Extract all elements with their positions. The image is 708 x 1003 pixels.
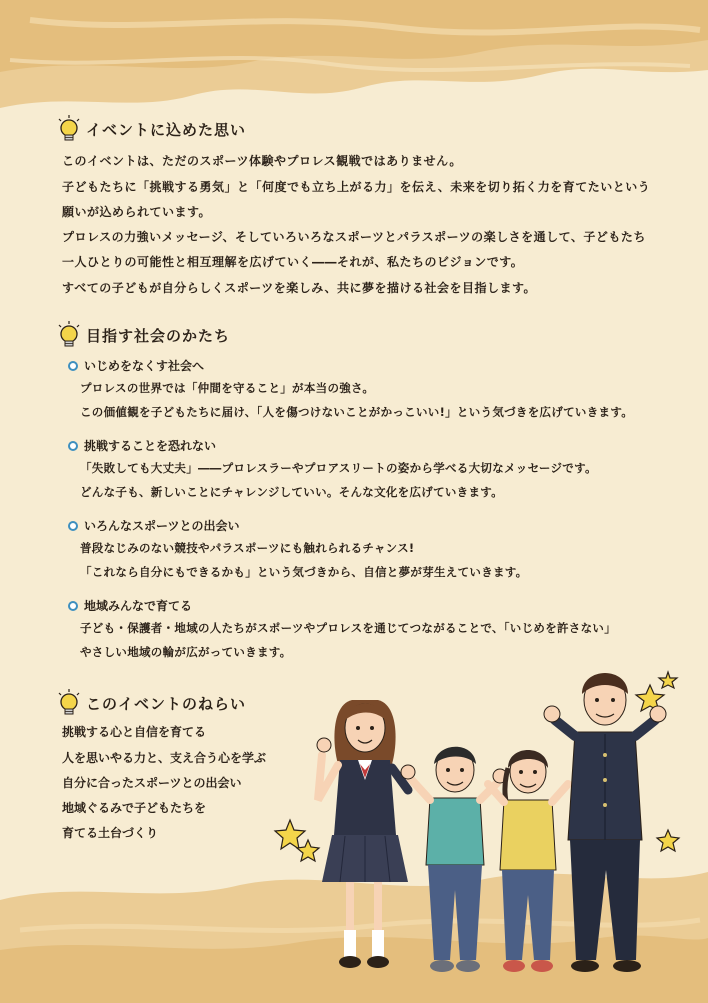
section-heading-intent (56, 114, 246, 144)
society-item-title: 地域みんなで育てる (84, 599, 193, 613)
schoolgirl-figure (317, 700, 408, 968)
schoolboy-figure (544, 673, 666, 972)
star-icon (275, 820, 305, 849)
circle-bullet-icon (68, 361, 78, 371)
star-icon (659, 672, 677, 688)
aim-line: 育てる土台づくり (62, 826, 159, 840)
lightbulb-icon (56, 688, 82, 718)
section-heading-society (56, 320, 230, 350)
intent-line: 子どもたちに「挑戦する勇気」と「何度でも立ち上がる力」を伝え、未来を切り拓く力を育てたいという (62, 180, 651, 194)
circle-bullet-icon (68, 441, 78, 451)
aim-line: 挑戦する心と自信を育てる (62, 725, 207, 739)
star-icon (657, 830, 679, 851)
aim-line: 地域ぐるみで子どもたちを (62, 801, 207, 815)
intent-line: 一人ひとりの可能性と相互理解を広げていく――それが、私たちのビジョンです。 (62, 255, 524, 269)
kids-illustration (270, 660, 690, 1000)
society-item-line: 「これなら自分にもできるかも」という気づきから、自信と夢が芽生えていきます。 (80, 565, 528, 579)
society-item-line: 子ども・保護者・地域の人たちがスポーツやプロレスを通じてつながることで、「いじめを許さない」 (80, 621, 617, 635)
circle-bullet-icon (68, 521, 78, 531)
society-item-heading (68, 437, 216, 454)
star-icon (297, 840, 319, 861)
society-item-line: やさしい地域の輪が広がっていきます。 (80, 645, 292, 659)
society-item-line: どんな子も、新しいことにチャレンジしていい。そんな文化を広げていきます。 (80, 485, 503, 499)
lightbulb-icon (56, 320, 82, 350)
section-heading-aims (56, 688, 246, 718)
society-item-title: 挑戦することを恐れない (84, 439, 217, 453)
intent-line: すべての子どもが自分らしくスポーツを楽しみ、共に夢を描ける社会を目指します。 (62, 281, 537, 295)
society-item-heading (68, 597, 192, 614)
circle-bullet-icon (68, 601, 78, 611)
society-item-line: プロレスの世界では「仲間を守ること」が本当の強さ。 (80, 381, 375, 395)
boy-teal-shirt-figure (401, 747, 507, 972)
society-item-heading (68, 357, 204, 374)
intent-line: プロレスの力強いメッセージ、そしていろいろなスポーツとパラスポーツの楽しさを通して、子どもたち (62, 230, 646, 244)
society-item-line: この価値観を子どもたちに届け、「人を傷つけないことがかっこいい!」という気づきを広げていきます。 (80, 405, 634, 419)
section-title: 目指す社会のかたち (86, 326, 231, 345)
intent-line: 願いが込められています。 (62, 205, 212, 219)
society-item-heading (68, 517, 240, 534)
society-item-title: いろんなスポーツとの出会い (84, 519, 240, 533)
lightbulb-icon (56, 114, 82, 144)
aim-line: 人を思いやる力と、支え合う心を学ぶ (62, 751, 267, 765)
society-item-line: 普段なじみのない競技やパラスポーツにも触れられるチャンス! (80, 541, 415, 555)
aim-line: 自分に合ったスポーツとの出会い (62, 776, 242, 790)
society-item-line: 「失敗しても大丈夫」――プロレスラーやプロアスリートの姿から学べる大切なメッセージです。 (80, 461, 597, 475)
society-item-title: いじめをなくす社会へ (84, 359, 205, 373)
section-title: イベントに込めた思い (86, 120, 247, 139)
section-title: このイベントのねらい (86, 694, 247, 713)
intent-line: このイベントは、ただのスポーツ体験やプロレス観戦ではありません。 (62, 154, 462, 168)
